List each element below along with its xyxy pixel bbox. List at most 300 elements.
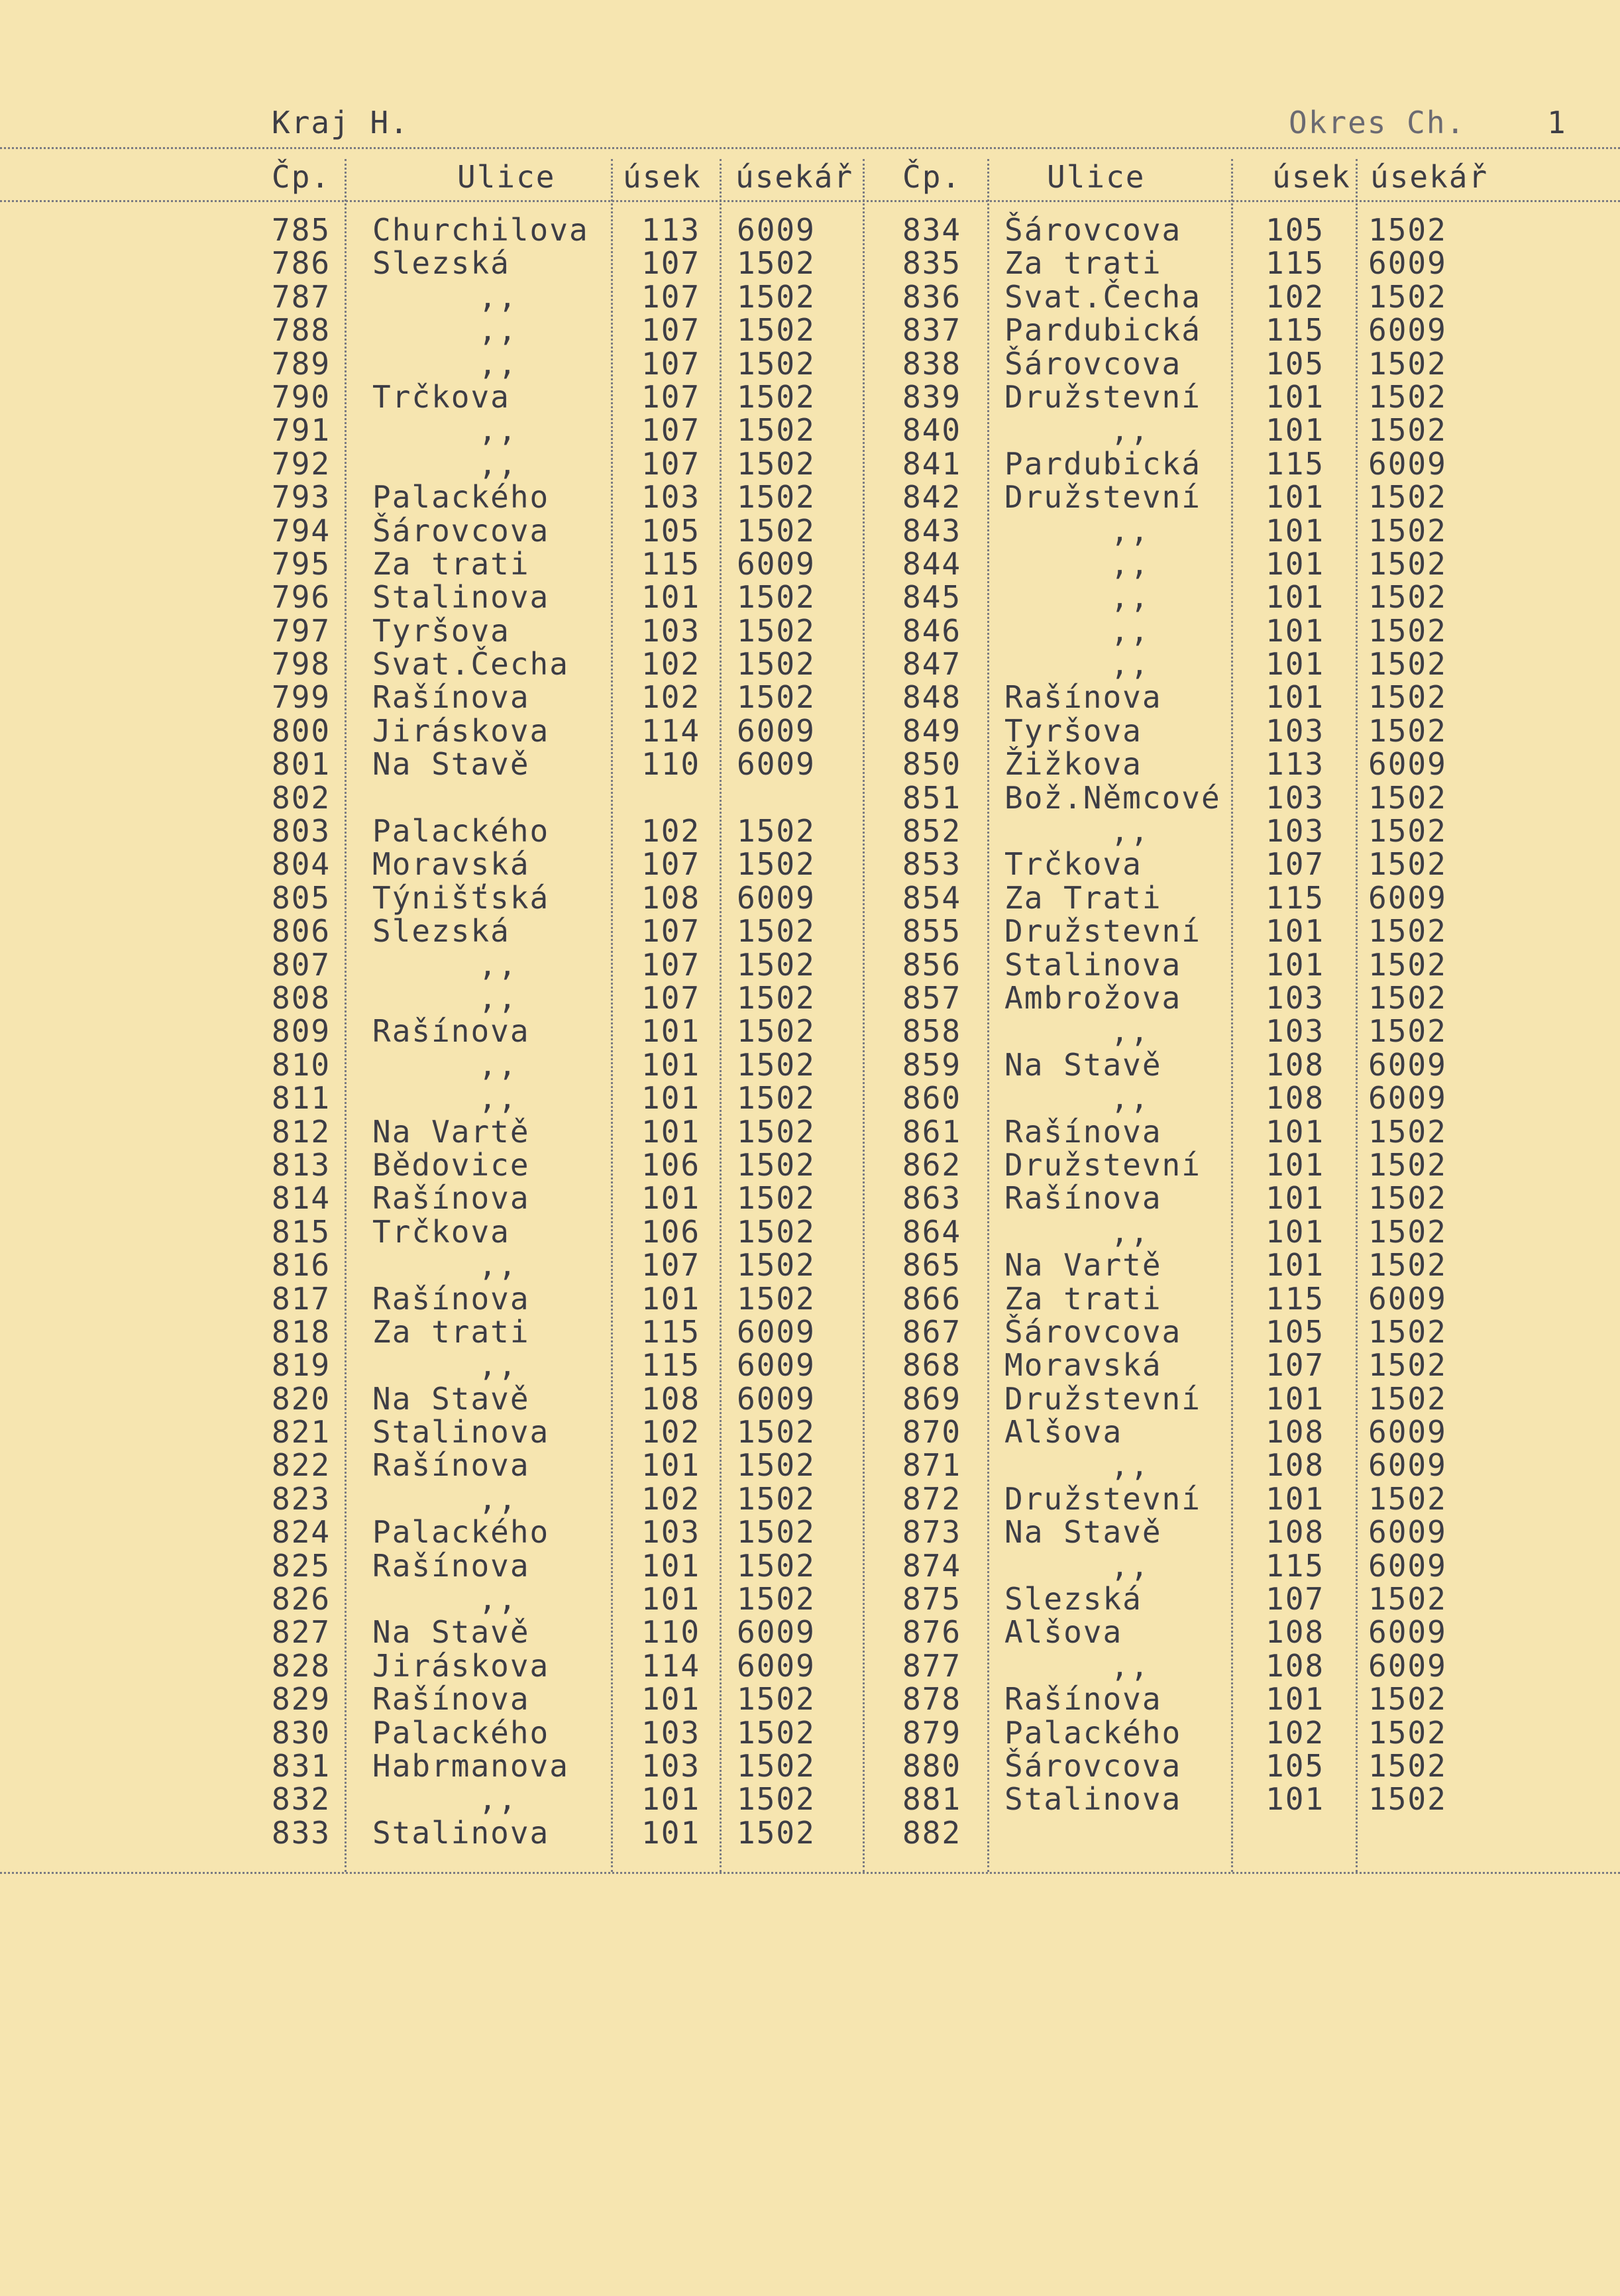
- cp-left-cell: 822: [272, 1447, 331, 1484]
- street-left-cell: Týnišťská: [372, 879, 550, 916]
- cp-left-cell: 821: [272, 1414, 331, 1450]
- table-row: [0, 1014, 1620, 1048]
- street-right-cell: Rašínova: [1004, 1180, 1162, 1217]
- section-left-cell: 107: [641, 979, 701, 1016]
- sector-left-cell: 1502: [737, 1414, 816, 1450]
- sector-left-cell: 1502: [737, 1747, 816, 1784]
- cp-right-cell: 844: [902, 545, 962, 582]
- sector-right-cell: 6009: [1368, 1647, 1447, 1684]
- cp-left-cell: 794: [272, 512, 331, 549]
- cp-right-cell: 848: [902, 679, 962, 716]
- section-left-cell: 107: [641, 846, 701, 883]
- cp-left-cell: 802: [272, 779, 331, 816]
- section-right-cell: 103: [1266, 979, 1325, 1016]
- table-row: [0, 246, 1620, 280]
- street-left-cell: Na Stavě: [372, 1614, 530, 1651]
- section-left-cell: 101: [641, 1581, 701, 1617]
- section-right-cell: 115: [1266, 1280, 1325, 1317]
- sector-left-cell: 1502: [737, 646, 816, 683]
- section-left-cell: 101: [641, 1080, 701, 1117]
- section-right-cell: 115: [1266, 1547, 1325, 1584]
- section-left-cell: 107: [641, 445, 701, 482]
- street-left-cell: ,,: [478, 1347, 518, 1384]
- cp-right-cell: 835: [902, 245, 962, 282]
- section-right-cell: 101: [1266, 479, 1325, 516]
- street-right-cell: ,,: [1110, 813, 1150, 849]
- sector-left-cell: 1502: [737, 278, 816, 315]
- section-right-cell: 105: [1266, 1313, 1325, 1350]
- cp-left-cell: 819: [272, 1347, 331, 1384]
- street-left-cell: Bědovice: [372, 1146, 530, 1183]
- street-right-cell: Palackého: [1004, 1714, 1182, 1751]
- sector-left-cell: 6009: [737, 212, 816, 248]
- cp-left-cell: 796: [272, 579, 331, 616]
- sector-left-cell: 1502: [737, 813, 816, 849]
- section-left-cell: 101: [641, 1681, 701, 1718]
- section-left-cell: 101: [641, 1113, 701, 1150]
- cp-right-cell: 867: [902, 1313, 962, 1350]
- section-left-cell: 101: [641, 579, 701, 616]
- street-right-cell: ,,: [1110, 1213, 1150, 1250]
- table-row: [0, 1148, 1620, 1181]
- cp-left-cell: 808: [272, 979, 331, 1016]
- header-cp-right: Čp.: [902, 159, 962, 195]
- sector-left-cell: 1502: [737, 979, 816, 1016]
- table-row: [0, 948, 1620, 981]
- cp-right-cell: 837: [902, 312, 962, 349]
- table-row: [0, 647, 1620, 681]
- section-right-cell: 101: [1266, 612, 1325, 649]
- section-right-cell: 101: [1266, 1113, 1325, 1150]
- section-right-cell: 105: [1266, 212, 1325, 248]
- table-row: [0, 1482, 1620, 1515]
- sector-right-cell: 1502: [1368, 1747, 1447, 1784]
- sector-left-cell: 1502: [737, 1213, 816, 1250]
- table-row: [0, 514, 1620, 547]
- street-right-cell: Alšova: [1004, 1414, 1123, 1450]
- sector-right-cell: 1502: [1368, 813, 1447, 849]
- street-right-cell: ,,: [1110, 612, 1150, 649]
- section-right-cell: 101: [1266, 1380, 1325, 1417]
- table-body: [0, 213, 1620, 1849]
- cp-right-cell: 850: [902, 746, 962, 783]
- section-left-cell: 110: [641, 746, 701, 783]
- section-right-cell: 108: [1266, 1046, 1325, 1083]
- section-left-cell: 103: [641, 612, 701, 649]
- sector-left-cell: 1502: [737, 245, 816, 282]
- section-left-cell: 107: [641, 946, 701, 983]
- street-left-cell: Na Stavě: [372, 746, 530, 783]
- section-right-cell: 101: [1266, 1781, 1325, 1818]
- street-left-cell: Rašínova: [372, 1547, 530, 1584]
- street-left-cell: Za trati: [372, 545, 530, 582]
- sector-left-cell: 6009: [737, 712, 816, 749]
- sector-right-cell: 6009: [1368, 1614, 1447, 1651]
- cp-right-cell: 851: [902, 779, 962, 816]
- sector-left-cell: 1502: [737, 445, 816, 482]
- street-left-cell: Rašínova: [372, 1013, 530, 1050]
- table-row: [0, 213, 1620, 246]
- sector-left-cell: 6009: [737, 1647, 816, 1684]
- street-right-cell: Trčkova: [1004, 846, 1142, 883]
- section-right-cell: 101: [1266, 512, 1325, 549]
- section-left-cell: 108: [641, 879, 701, 916]
- sector-right-cell: 1502: [1368, 1113, 1447, 1150]
- header-usekar: úsekář: [735, 159, 854, 195]
- sector-left-cell: 1502: [737, 1146, 816, 1183]
- street-right-cell: Družstevní: [1004, 1380, 1201, 1417]
- table-row: [0, 1382, 1620, 1415]
- street-left-cell: Za trati: [372, 1313, 530, 1350]
- section-right-cell: 101: [1266, 646, 1325, 683]
- street-left-cell: Stalinova: [372, 1814, 550, 1851]
- sector-right-cell: 1502: [1368, 378, 1447, 415]
- section-left-cell: 101: [641, 1180, 701, 1217]
- cp-right-cell: 858: [902, 1013, 962, 1050]
- street-left-cell: Jiráskova: [372, 712, 550, 749]
- street-left-cell: Stalinova: [372, 579, 550, 616]
- cp-right-cell: 869: [902, 1380, 962, 1417]
- cp-right-cell: 880: [902, 1747, 962, 1784]
- cp-right-cell: 841: [902, 445, 962, 482]
- sector-left-cell: 6009: [737, 1614, 816, 1651]
- cp-left-cell: 809: [272, 1013, 331, 1050]
- table-row: [0, 480, 1620, 514]
- street-left-cell: Jiráskova: [372, 1647, 550, 1684]
- sector-left-cell: 1502: [737, 913, 816, 950]
- cp-left-cell: 798: [272, 646, 331, 683]
- cp-right-cell: 875: [902, 1581, 962, 1617]
- section-left-cell: 115: [641, 545, 701, 582]
- sector-left-cell: 1502: [737, 1581, 816, 1617]
- cp-right-cell: 855: [902, 913, 962, 950]
- cp-right-cell: 859: [902, 1046, 962, 1083]
- sector-left-cell: 1502: [737, 1547, 816, 1584]
- section-left-cell: 101: [641, 1781, 701, 1818]
- cp-left-cell: 813: [272, 1146, 331, 1183]
- table-row: [0, 1248, 1620, 1282]
- section-left-cell: 106: [641, 1146, 701, 1183]
- table-row: [0, 1415, 1620, 1449]
- street-right-cell: ,,: [1110, 1547, 1150, 1584]
- sector-left-cell: 1502: [737, 1080, 816, 1117]
- sector-right-cell: 1502: [1368, 679, 1447, 716]
- section-right-cell: 101: [1266, 1213, 1325, 1250]
- cp-left-cell: 812: [272, 1113, 331, 1150]
- sector-right-cell: 1502: [1368, 1213, 1447, 1250]
- sector-left-cell: 1502: [737, 1046, 816, 1083]
- section-left-cell: 107: [641, 1247, 701, 1284]
- cp-right-cell: 866: [902, 1280, 962, 1317]
- sector-left-cell: 1502: [737, 1247, 816, 1284]
- street-left-cell: Tyršova: [372, 612, 510, 649]
- sector-right-cell: 1502: [1368, 1013, 1447, 1050]
- sector-right-cell: 1502: [1368, 1480, 1447, 1517]
- sector-left-cell: 1502: [737, 579, 816, 616]
- section-right-cell: 108: [1266, 1614, 1325, 1651]
- street-right-cell: Rašínova: [1004, 679, 1162, 716]
- section-left-cell: 102: [641, 1414, 701, 1450]
- table-row: [0, 1215, 1620, 1248]
- sector-right-cell: 6009: [1368, 746, 1447, 783]
- sector-right-cell: 1502: [1368, 1247, 1447, 1284]
- table-row: [0, 380, 1620, 413]
- section-right-cell: 115: [1266, 445, 1325, 482]
- section-right-cell: 108: [1266, 1080, 1325, 1117]
- sector-left-cell: 1502: [737, 1480, 816, 1517]
- table-row: [0, 447, 1620, 480]
- sector-right-cell: 1502: [1368, 479, 1447, 516]
- street-right-cell: ,,: [1110, 545, 1150, 582]
- sector-left-cell: 1502: [737, 1113, 816, 1150]
- street-left-cell: ,,: [478, 1080, 518, 1117]
- cp-left-cell: 805: [272, 879, 331, 916]
- cp-right-cell: 852: [902, 813, 962, 849]
- section-left-cell: 106: [641, 1213, 701, 1250]
- table-row: [0, 413, 1620, 447]
- sector-left-cell: 1502: [737, 412, 816, 449]
- street-right-cell: Šárovcova: [1004, 1747, 1182, 1784]
- section-right-cell: 101: [1266, 1480, 1325, 1517]
- header-usekar-right: úsekář: [1370, 159, 1489, 195]
- sector-left-cell: 1502: [737, 1681, 816, 1718]
- cp-right-cell: 864: [902, 1213, 962, 1250]
- sector-right-cell: 1502: [1368, 913, 1447, 950]
- cp-left-cell: 817: [272, 1280, 331, 1317]
- table-row: [0, 914, 1620, 948]
- table-row: [0, 881, 1620, 914]
- section-right-cell: 103: [1266, 1013, 1325, 1050]
- cp-left-cell: 795: [272, 545, 331, 582]
- cp-left-cell: 803: [272, 813, 331, 849]
- sector-left-cell: 6009: [737, 545, 816, 582]
- section-right-cell: 102: [1266, 1714, 1325, 1751]
- section-left-cell: 107: [641, 378, 701, 415]
- table-row: [0, 1449, 1620, 1482]
- section-right-cell: 101: [1266, 946, 1325, 983]
- street-left-cell: Rašínova: [372, 1180, 530, 1217]
- cp-left-cell: 785: [272, 212, 331, 248]
- table-row: [0, 614, 1620, 647]
- cp-right-cell: 845: [902, 579, 962, 616]
- cp-left-cell: 833: [272, 1814, 331, 1851]
- sector-right-cell: 1502: [1368, 1380, 1447, 1417]
- sector-right-cell: 6009: [1368, 879, 1447, 916]
- section-left-cell: 114: [641, 712, 701, 749]
- table-row: [0, 580, 1620, 614]
- sector-left-cell: 1502: [737, 679, 816, 716]
- street-left-cell: ,,: [478, 1581, 518, 1617]
- section-right-cell: 115: [1266, 245, 1325, 282]
- cp-left-cell: 799: [272, 679, 331, 716]
- sector-right-cell: 1502: [1368, 345, 1447, 382]
- section-left-cell: 105: [641, 512, 701, 549]
- cp-left-cell: 792: [272, 445, 331, 482]
- section-left-cell: 107: [641, 245, 701, 282]
- section-left-cell: 101: [641, 1814, 701, 1851]
- cp-left-cell: 804: [272, 846, 331, 883]
- cp-left-cell: 830: [272, 1714, 331, 1751]
- sector-right-cell: 1502: [1368, 1180, 1447, 1217]
- sector-right-cell: 1502: [1368, 1581, 1447, 1617]
- street-left-cell: Palackého: [372, 479, 550, 516]
- street-right-cell: Družstevní: [1004, 1146, 1201, 1183]
- cp-right-cell: 868: [902, 1347, 962, 1384]
- table-row: [0, 1348, 1620, 1382]
- sector-right-cell: 6009: [1368, 245, 1447, 282]
- table-row: [0, 1048, 1620, 1081]
- sector-left-cell: 1502: [737, 479, 816, 516]
- table-row: [0, 847, 1620, 881]
- table-row: [0, 1115, 1620, 1148]
- table-row: [0, 681, 1620, 714]
- street-right-cell: Pardubická: [1004, 312, 1201, 349]
- street-left-cell: Svat.Čecha: [372, 646, 569, 683]
- sector-left-cell: 1502: [737, 378, 816, 415]
- cp-right-cell: 874: [902, 1547, 962, 1584]
- sector-left-cell: 1502: [737, 1514, 816, 1551]
- section-left-cell: 101: [641, 1013, 701, 1050]
- sector-right-cell: 1502: [1368, 612, 1447, 649]
- cp-right-cell: 879: [902, 1714, 962, 1751]
- street-left-cell: ,,: [478, 278, 518, 315]
- table-row: [0, 747, 1620, 781]
- cp-left-cell: 820: [272, 1380, 331, 1417]
- street-right-cell: ,,: [1110, 412, 1150, 449]
- street-left-cell: Rašínova: [372, 1447, 530, 1484]
- table-row: [0, 1682, 1620, 1716]
- section-left-cell: 107: [641, 345, 701, 382]
- table-row: [0, 1749, 1620, 1782]
- cp-right-cell: 856: [902, 946, 962, 983]
- cp-left-cell: 797: [272, 612, 331, 649]
- section-right-cell: 115: [1266, 312, 1325, 349]
- sector-left-cell: 1502: [737, 1781, 816, 1818]
- street-right-cell: Na Stavě: [1004, 1514, 1162, 1551]
- cp-right-cell: 873: [902, 1514, 962, 1551]
- street-right-cell: Tyršova: [1004, 712, 1142, 749]
- table-row: [0, 1615, 1620, 1649]
- cp-right-cell: 860: [902, 1080, 962, 1117]
- section-right-cell: 103: [1266, 712, 1325, 749]
- street-right-cell: Ambrožova: [1004, 979, 1182, 1016]
- cp-left-cell: 800: [272, 712, 331, 749]
- sector-right-cell: 1502: [1368, 579, 1447, 616]
- street-right-cell: Družstevní: [1004, 913, 1201, 950]
- sector-right-cell: 1502: [1368, 712, 1447, 749]
- street-left-cell: Moravská: [372, 846, 530, 883]
- sector-right-cell: 1502: [1368, 212, 1447, 248]
- cp-left-cell: 815: [272, 1213, 331, 1250]
- district-label: Okres Ch.: [1289, 105, 1466, 140]
- street-left-cell: Šárovcova: [372, 512, 550, 549]
- section-left-cell: 115: [641, 1313, 701, 1350]
- street-right-cell: Pardubická: [1004, 445, 1201, 482]
- sector-right-cell: 1502: [1368, 1146, 1447, 1183]
- sector-left-cell: 1502: [737, 1013, 816, 1050]
- section-right-cell: 101: [1266, 913, 1325, 950]
- table-row: [0, 1782, 1620, 1816]
- street-right-cell: Stalinova: [1004, 946, 1182, 983]
- cp-left-cell: 824: [272, 1514, 331, 1551]
- cp-right-cell: 877: [902, 1647, 962, 1684]
- street-right-cell: Stalinova: [1004, 1781, 1182, 1818]
- street-left-cell: ,,: [478, 1781, 518, 1818]
- cp-right-cell: 843: [902, 512, 962, 549]
- table-row: [0, 1181, 1620, 1215]
- sector-right-cell: 1502: [1368, 1681, 1447, 1718]
- street-left-cell: Rašínova: [372, 1681, 530, 1718]
- cp-left-cell: 832: [272, 1781, 331, 1818]
- section-right-cell: 101: [1266, 412, 1325, 449]
- sector-left-cell: 1502: [737, 1280, 816, 1317]
- sector-right-cell: 1502: [1368, 512, 1447, 549]
- cp-right-cell: 871: [902, 1447, 962, 1484]
- cp-left-cell: 801: [272, 746, 331, 783]
- table-row: [0, 547, 1620, 580]
- section-right-cell: 101: [1266, 1146, 1325, 1183]
- section-right-cell: 108: [1266, 1414, 1325, 1450]
- sector-left-cell: 1502: [737, 1714, 816, 1751]
- section-left-cell: 102: [641, 1480, 701, 1517]
- cp-right-cell: 847: [902, 646, 962, 683]
- cp-right-cell: 861: [902, 1113, 962, 1150]
- street-left-cell: Palackého: [372, 813, 550, 849]
- street-right-cell: Na Vartě: [1004, 1247, 1162, 1284]
- section-right-cell: 113: [1266, 746, 1325, 783]
- sector-right-cell: 1502: [1368, 1714, 1447, 1751]
- street-left-cell: Stalinova: [372, 1414, 550, 1450]
- street-right-cell: Družstevní: [1004, 479, 1201, 516]
- cp-right-cell: 857: [902, 979, 962, 1016]
- table-row: [0, 714, 1620, 747]
- street-left-cell: Slezská: [372, 245, 510, 282]
- sector-left-cell: 1502: [737, 345, 816, 382]
- street-right-cell: Za Trati: [1004, 879, 1162, 916]
- street-left-cell: ,,: [478, 445, 518, 482]
- sector-right-cell: 1502: [1368, 278, 1447, 315]
- street-left-cell: Palackého: [372, 1714, 550, 1751]
- cp-right-cell: 846: [902, 612, 962, 649]
- section-left-cell: 113: [641, 212, 701, 248]
- section-right-cell: 105: [1266, 1747, 1325, 1784]
- cp-left-cell: 811: [272, 1080, 331, 1117]
- section-left-cell: 103: [641, 1714, 701, 1751]
- header-ulice-right: Ulice: [1047, 159, 1146, 195]
- cp-right-cell: 878: [902, 1681, 962, 1718]
- street-right-cell: Rašínova: [1004, 1681, 1162, 1718]
- cp-left-cell: 789: [272, 345, 331, 382]
- sector-right-cell: 6009: [1368, 1547, 1447, 1584]
- sector-right-cell: 6009: [1368, 1447, 1447, 1484]
- cp-right-cell: 840: [902, 412, 962, 449]
- street-left-cell: ,,: [478, 1247, 518, 1284]
- cp-right-cell: 839: [902, 378, 962, 415]
- table-row: [0, 981, 1620, 1014]
- sector-right-cell: 1502: [1368, 779, 1447, 816]
- section-right-cell: 101: [1266, 1681, 1325, 1718]
- sector-left-cell: 1502: [737, 312, 816, 349]
- street-left-cell: Na Stavě: [372, 1380, 530, 1417]
- table-row: [0, 1515, 1620, 1549]
- sector-left-cell: 1502: [737, 612, 816, 649]
- sector-right-cell: 6009: [1368, 312, 1447, 349]
- region-label: Kraj H.: [272, 105, 409, 140]
- street-left-cell: Palackého: [372, 1514, 550, 1551]
- cp-right-cell: 849: [902, 712, 962, 749]
- street-right-cell: ,,: [1110, 1647, 1150, 1684]
- header-rule: [0, 200, 1620, 202]
